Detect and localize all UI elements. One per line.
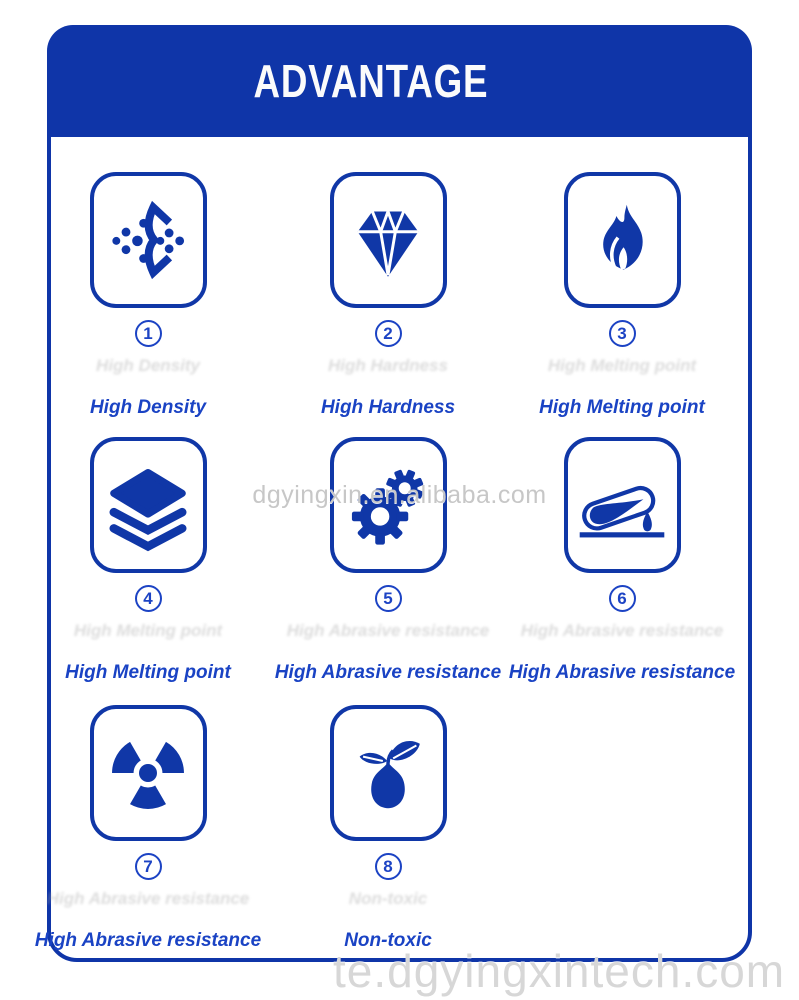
advantage-label: High Abrasive resistance	[508, 662, 736, 683]
icon-tile-8	[330, 705, 447, 841]
advantage-label: High Abrasive resistance	[34, 930, 262, 951]
circled-number: 4	[135, 585, 162, 612]
icon-tile-3	[564, 172, 681, 308]
advantage-label: High Hardness	[320, 397, 456, 418]
icon-tile-2	[330, 172, 447, 308]
icon-tile-7	[90, 705, 207, 841]
advantage-label: High Abrasive resistance	[274, 662, 502, 683]
advantage-cell-2	[270, 172, 506, 419]
circled-number: 6	[609, 585, 636, 612]
advantage-label: Non-toxic	[344, 930, 432, 951]
page-title: ADVANTAGE	[253, 55, 489, 107]
ghost-label: High Melting point	[73, 621, 223, 640]
layers-icon	[103, 456, 193, 554]
advantage-label: High Density	[89, 397, 207, 418]
header-banner	[47, 25, 752, 137]
ghost-label: Non-toxic	[348, 889, 428, 908]
advantage-label: High Melting point	[539, 397, 705, 418]
ghost-label: High Hardness	[328, 356, 448, 375]
circled-number: 3	[609, 320, 636, 347]
ghost-label: High Abrasive resistance	[520, 621, 724, 640]
circled-number: 1	[135, 320, 162, 347]
icon-tile-1	[90, 172, 207, 308]
advantage-cell-4	[30, 437, 266, 684]
particles-logo-icon	[104, 191, 192, 289]
circled-number: 7	[135, 853, 162, 880]
icon-tile-4	[90, 437, 207, 573]
center-watermark: dgyingxin.en.alibaba.com	[252, 481, 547, 509]
ghost-label: High Abrasive resistance	[46, 889, 250, 908]
circled-number: 2	[375, 320, 402, 347]
bottom-watermark: te.dgyingxintech.com	[333, 945, 786, 997]
advantage-cell-7	[30, 705, 266, 952]
ghost-label: High Abrasive resistance	[286, 621, 490, 640]
test-tube-icon	[575, 456, 669, 554]
diamond-icon	[342, 191, 434, 289]
flame-icon	[582, 189, 662, 291]
advantage-cell-6	[504, 437, 740, 684]
advantage-label: High Melting point	[65, 662, 231, 683]
advantage-cell-3	[504, 172, 740, 419]
advantage-cell-5	[270, 437, 506, 684]
circled-number: 8	[375, 853, 402, 880]
icon-tile-6	[564, 437, 681, 573]
pear-leaves-icon	[345, 724, 431, 822]
ghost-label: High Melting point	[547, 356, 697, 375]
circled-number: 5	[375, 585, 402, 612]
radiation-icon	[103, 724, 193, 822]
advantage-cell-8	[270, 705, 506, 952]
advantage-cell-1	[30, 172, 266, 419]
ghost-label: High Density	[96, 356, 200, 375]
